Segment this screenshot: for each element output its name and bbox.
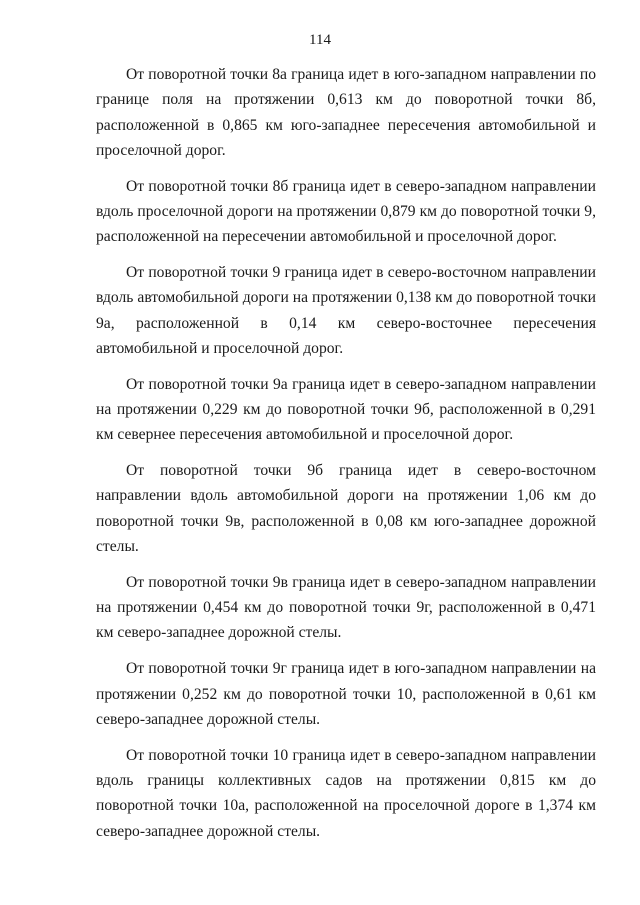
paragraph: От поворотной точки 8б граница идет в северо-западном направлении вдоль проселочной дороги на протяжении 0,879 км до поворотной точки 9, расположенной на пересечении автомобильной и проселочной дорог. [96,177,596,246]
paragraph: От поворотной точки 10 граница идет в северо-западном направлении вдоль границы коллективных садов на протяжении 0,815 км до поворотной точки 10а, расположенной на проселочной дороге в 1,374 км северо-западнее дорожной стелы. [96,746,596,840]
paragraph: От поворотной точки 9г граница идет в юго-западном направлении на протяжении 0,252 км до поворотной точки 10, расположенной в 0,61 км северо-западнее дорожной стелы. [96,660,596,728]
paragraph: От поворотной точки 8а граница идет в юго-западном направлении по границе поля на протяжении 0,613 км до поворотной точки 8б, расположенной в 0,865 км юго-западнее пересечения автомобильной и проселочной дорог. [96,66,596,159]
paragraph: От поворотной точки 9в граница идет в северо-западном направлении на протяжении 0,454 км до поворотной точки 9г, расположенной в 0,471 км северо-западнее дорожной стелы. [96,573,596,642]
paragraph: От поворотной точки 9а граница идет в северо-западном направлении на протяжении 0,229 км до поворотной точки 9б, расположенной в 0,291 км севернее пересечения автомобильной и проселочной дорог. [96,375,596,444]
paragraph: От поворотной точки 9б граница идет в северо-восточном направлении вдоль автомобильной дороги на протяжении 1,06 км до поворотной точки 9в, расположенной в 0,08 км юго-западнее дорожной стелы. [96,462,596,556]
document-body [96,62,596,854]
page-number: 114 [309,32,331,48]
paragraph: От поворотной точки 9 граница идет в северо-восточном направлении вдоль автомобильной дороги на протяжении 0,138 км до поворотной точки 9а, расположенной в 0,14 км северо-восточнее пересечения автомобильной и проселочной дорог. [96,264,596,357]
